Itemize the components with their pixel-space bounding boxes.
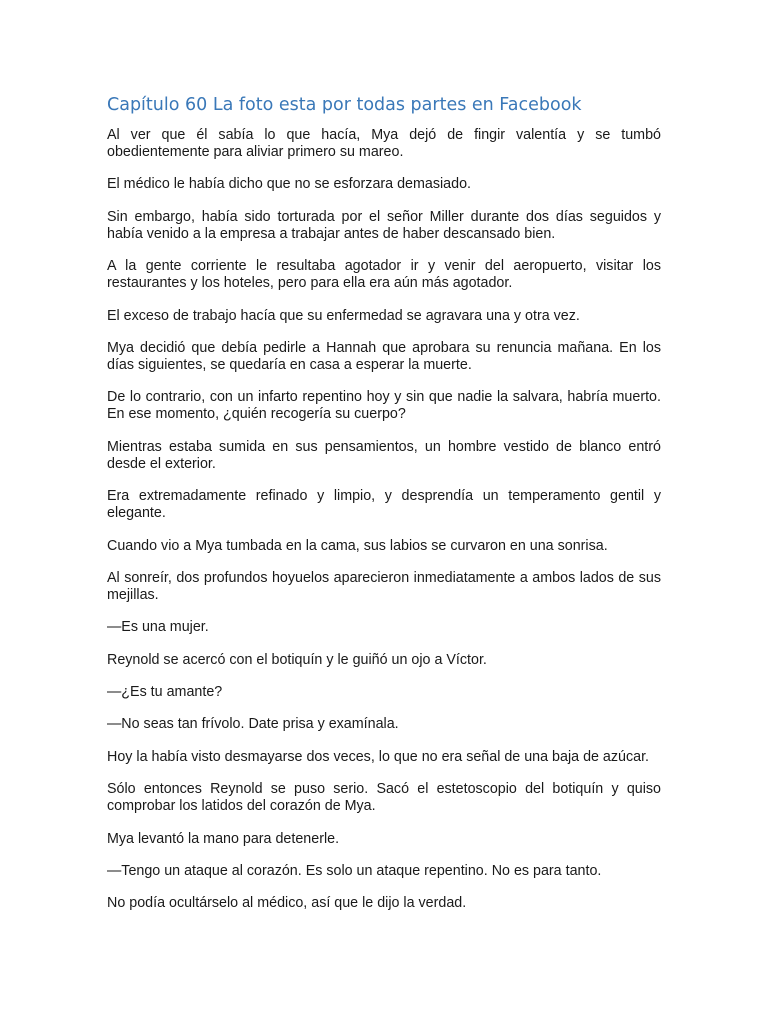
paragraph: Sin embargo, había sido torturada por el señor Miller durante dos días seguidos y había venido a la empresa a trabajar antes de haber descansado bien. <box>107 208 661 242</box>
paragraph: Mya levantó la mano para detenerle. <box>107 830 340 847</box>
paragraph: Mientras estaba sumida en sus pensamientos, un hombre vestido de blanco entró desde el exterior. <box>107 438 661 472</box>
paragraph: No podía ocultárselo al médico, así que le dijo la verdad. <box>107 895 467 912</box>
paragraph: Al sonreír, dos profundos hoyuelos aparecieron inmediatamente a ambos lados de sus mejillas. <box>107 569 661 603</box>
paragraph: Era extremadamente refinado y limpio, y desprendía un temperamento gentil y elegante. <box>107 488 661 522</box>
chapter-title: Capítulo 60 La foto esta por todas partes en Facebook <box>107 95 582 115</box>
paragraph: El médico le había dicho que no se esforzara demasiado. <box>107 176 471 193</box>
paragraph: Cuando vio a Mya tumbada en la cama, sus labios se curvaron en una sonrisa. <box>107 537 608 554</box>
paragraph: A la gente corriente le resultaba agotador ir y venir del aeropuerto, visitar los restaurantes y los hoteles, pero para ella era aún más agotador. <box>107 258 661 292</box>
document-page <box>107 93 661 928</box>
paragraph: Hoy la había visto desmayarse dos veces, lo que no era señal de una baja de azúcar. <box>107 748 650 765</box>
paragraph: —¿Es tu amante? <box>107 684 223 701</box>
paragraph: Sólo entonces Reynold se puso serio. Sacó el estetoscopio del botiquín y quiso comprobar los latidos del corazón de Mya. <box>107 781 661 815</box>
paragraph: —Tengo un ataque al corazón. Es solo un ataque repentino. No es para tanto. <box>107 863 602 880</box>
paragraph: Al ver que él sabía lo que hacía, Mya dejó de fingir valentía y se tumbó obedientemente para aliviar primero su mareo. <box>107 127 661 160</box>
paragraph: —Es una mujer. <box>107 619 209 636</box>
paragraph: Mya decidió que debía pedirle a Hannah que aprobara su renuncia mañana. En los días siguientes, se quedaría en casa a esperar la muerte. <box>107 339 661 373</box>
paragraph: El exceso de trabajo hacía que su enfermedad se agravara una y otra vez. <box>107 307 580 324</box>
paragraph: Reynold se acercó con el botiquín y le guiñó un ojo a Víctor. <box>107 651 487 668</box>
paragraph: —No seas tan frívolo. Date prisa y examínala. <box>107 716 399 733</box>
paragraph: De lo contrario, con un infarto repentino hoy y sin que nadie la salvara, habría muerto. En ese momento, ¿quién recogería su cuerpo? <box>107 389 661 423</box>
